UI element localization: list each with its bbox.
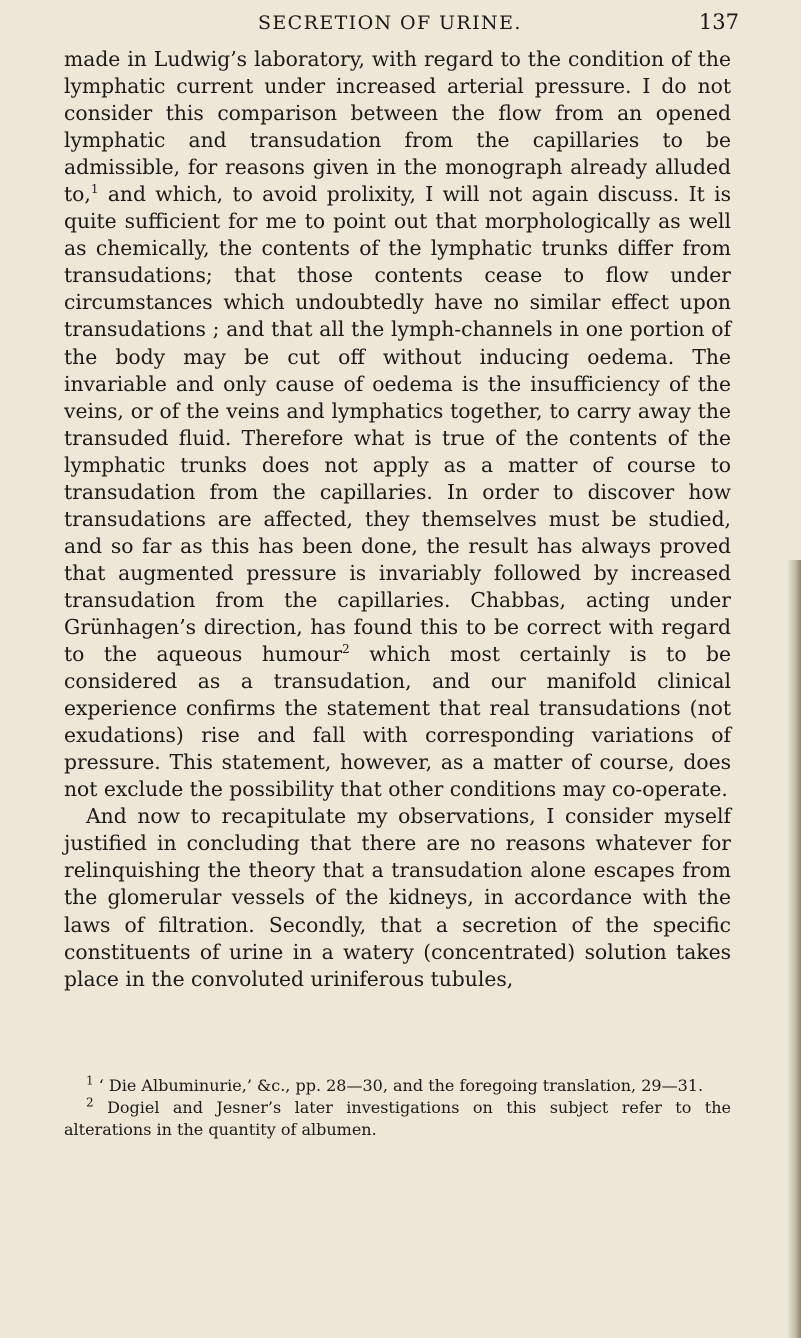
- paragraph-1: [64, 46, 731, 803]
- footnote-ref-1: 1: [90, 182, 99, 197]
- main-text: [64, 46, 731, 993]
- page-number: 137: [698, 10, 739, 34]
- footnotes: [64, 1075, 731, 1141]
- page-header: [258, 6, 738, 40]
- footnote-2-mark: 2: [86, 1095, 94, 1110]
- running-head: SECRETION OF URINE.: [258, 12, 522, 34]
- footnote-ref-2: 2: [342, 642, 350, 657]
- paragraph-1-part-b: and which, to avoid prolixity, I will not again discuss. It is quite sufficient for me to point out that morphologically as well as chemically, the contents of the lymphatic trunks differ from transudations; that those contents cease to flow under circumstances which undoubtedly have no similar effect upon transudations ; and that all the lymph-channels in one portion of the body may be cut off without inducing oedema. The invariable and only cause of oedema is the insufficiency of the veins, or of the veins and lymphatics together, to carry away the transuded fluid. Therefore what is true of the contents of the lymphatic trunks does not apply as a matter of course to transudation from the capillaries. In order to discover how transudations are affected, they themselves must be studied, and so far as this has been done, the result has always proved that augmented pressure is invariably followed by increased transudation from the capillaries. Chabbas, acting under Grünhagen’s direction, has found this to be correct with regard to the aqueous humour: [64, 182, 731, 667]
- footnote-2-text: Dogiel and Jesner’s later investigations on this subject refer to the alterations in the quantity of albumen.: [64, 1098, 731, 1139]
- paragraph-1-part-c: which most certainly is to be considered as a transudation, and our manifold clinical experience confirms the statement that real transudations (not exudations) rise and fall with corresponding variations of pressure. This statement, however, as a matter of course, does not exclude the possibility that other conditions may co-operate.: [64, 642, 731, 802]
- footnote-2: [64, 1097, 731, 1141]
- page-edge-shadow: [787, 560, 801, 1338]
- footnote-1: [64, 1075, 731, 1097]
- footnote-1-text: ‘ Die Albuminurie,’ &c., pp. 28—30, and the foregoing translation, 29—31.: [93, 1076, 704, 1095]
- paragraph-1-part-a: made in Ludwig’s laboratory, with regard to the condition of the lymphatic current under increased arterial pressure. I do not consider this comparison between the flow from an opened lymphatic and transudation from the capillaries to be admissible, for reasons given in the monograph already alluded to,: [64, 47, 731, 207]
- footnote-1-mark: 1: [86, 1073, 94, 1088]
- paragraph-2: And now to recapitulate my observations, I consider myself justified in concluding that there are no reasons whatever for relinquishing the theory that a transudation alone escapes from the glomerular vessels of the kidneys, in accordance with the laws of filtration. Secondly, that a secretion of the specific constituents of urine in a watery (concentrated) solution takes place in the convoluted uriniferous tubules,: [64, 804, 731, 991]
